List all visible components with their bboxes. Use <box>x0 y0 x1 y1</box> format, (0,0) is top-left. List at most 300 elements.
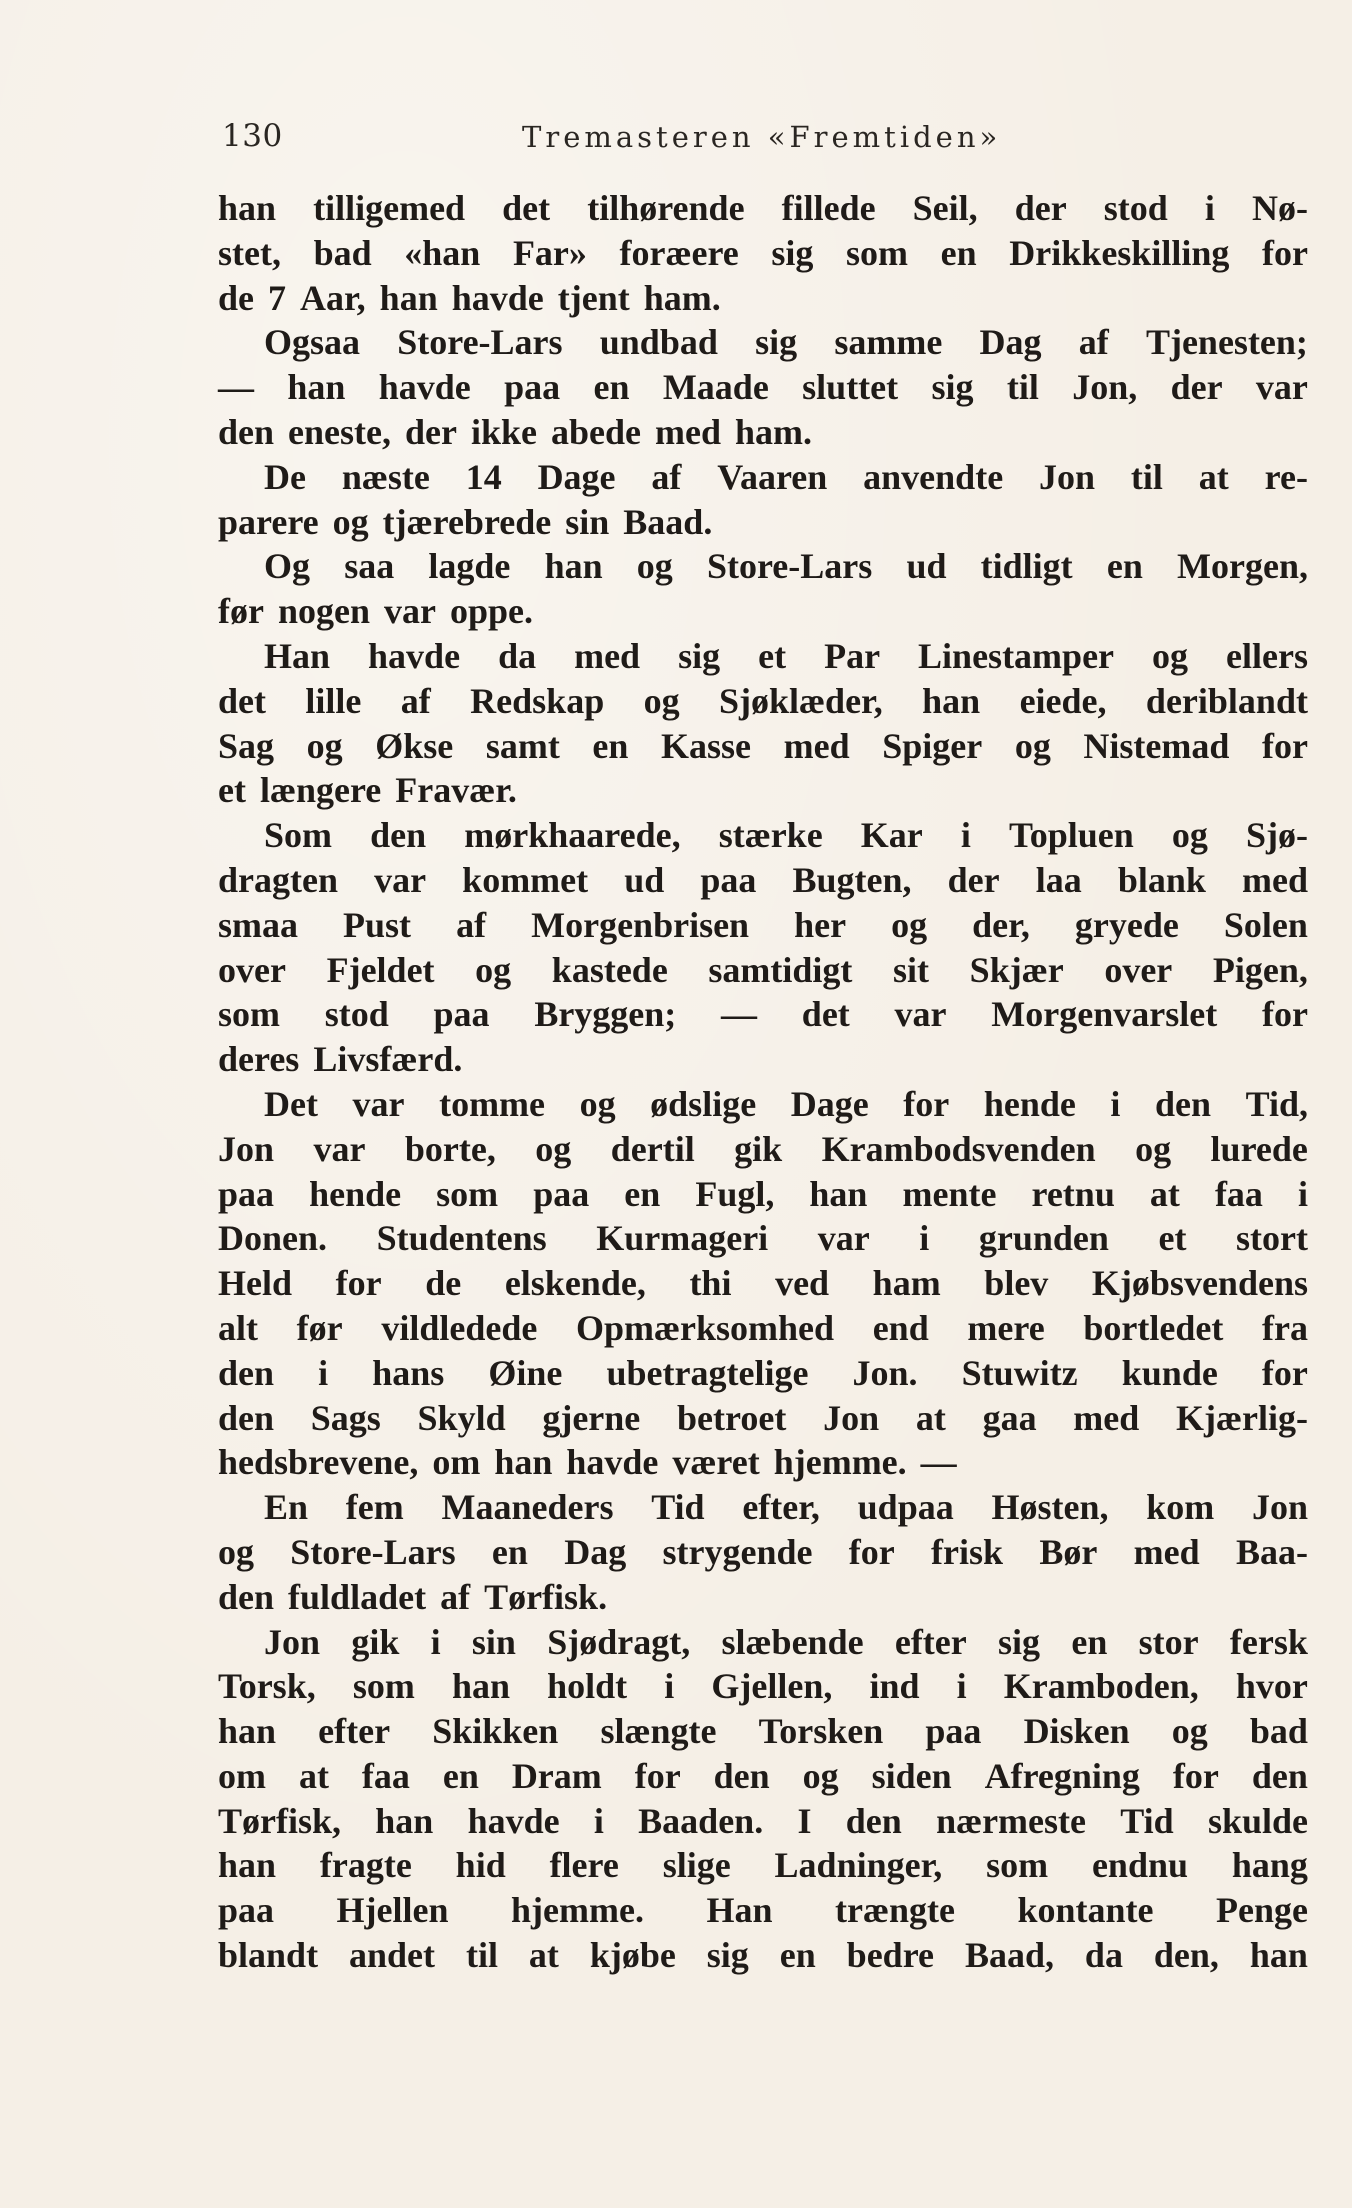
word: paa <box>218 1890 275 1931</box>
word: Tid, <box>1245 1083 1308 1124</box>
word: var <box>1255 367 1308 408</box>
word: Kurmageri <box>596 1218 769 1259</box>
word: for <box>335 1263 382 1304</box>
word: ham. <box>735 411 813 452</box>
word: Gjellen, <box>711 1666 833 1707</box>
word: paa <box>700 859 757 900</box>
word: hvor <box>1235 1666 1308 1707</box>
word: for <box>903 1083 950 1124</box>
word: for <box>634 1755 681 1796</box>
word: var <box>817 1218 870 1259</box>
word: for <box>848 1531 895 1572</box>
word: Aar, <box>300 277 366 318</box>
word: sig <box>706 1935 749 1976</box>
word: kjøbe <box>589 1935 676 1976</box>
word: saa <box>344 546 395 587</box>
text-line <box>218 500 1308 545</box>
text-line <box>218 1037 1308 1082</box>
word: «han <box>404 232 481 273</box>
word: den <box>1251 1755 1308 1796</box>
text-line <box>218 724 1308 769</box>
word: en <box>779 1935 816 1976</box>
text-line <box>218 1396 1308 1441</box>
word: til <box>1130 456 1163 497</box>
word: var <box>352 1083 405 1124</box>
word: kunde <box>1121 1352 1218 1393</box>
word: sluttet <box>802 367 899 408</box>
word: om <box>432 1442 481 1483</box>
word: en <box>592 725 629 766</box>
word: Og <box>264 546 311 587</box>
text-line <box>218 1216 1308 1261</box>
word: gik <box>734 1128 783 1169</box>
word: som <box>436 1173 499 1214</box>
word: Opmærksomhed <box>576 1307 835 1348</box>
word: at <box>1149 1173 1180 1214</box>
word: thi <box>689 1263 732 1304</box>
text-line <box>218 1620 1308 1665</box>
word: med <box>655 411 722 452</box>
word: Baaden. <box>638 1800 764 1841</box>
word: Morgenbrisen <box>531 904 750 945</box>
word: og <box>891 904 928 945</box>
word: lurede <box>1210 1128 1308 1169</box>
word: da <box>498 635 537 676</box>
word: som <box>846 232 909 273</box>
word: han <box>494 1442 553 1483</box>
word: havde <box>368 635 461 676</box>
text-line <box>218 813 1308 858</box>
word: strygende <box>662 1531 813 1572</box>
word: Hjellen <box>336 1890 449 1931</box>
word: Seil, <box>912 188 978 228</box>
word: paa <box>504 367 561 408</box>
word: at <box>298 1755 329 1796</box>
word: Kjærlig- <box>1176 1397 1308 1438</box>
word: Det <box>264 1083 318 1124</box>
word: ikke <box>470 411 538 452</box>
word: Tjenesten; <box>1145 322 1308 363</box>
word: ved <box>775 1263 830 1304</box>
word: Baad, <box>964 1935 1054 1976</box>
word: hjemme. <box>511 1890 644 1931</box>
word: hende <box>309 1173 402 1214</box>
word: Baa- <box>1235 1531 1308 1572</box>
text-line <box>218 1082 1308 1127</box>
word: eneste, <box>288 411 391 452</box>
word: var <box>374 859 427 900</box>
text-line <box>218 679 1308 724</box>
text-line <box>218 1485 1308 1530</box>
word: af <box>456 904 487 945</box>
word: flere <box>549 1845 619 1886</box>
word: Han <box>264 635 331 676</box>
word: der <box>405 411 457 452</box>
word: i <box>664 1666 675 1707</box>
word: Øine <box>488 1352 563 1393</box>
word: et <box>1158 1218 1187 1259</box>
word: Store-Lars <box>706 546 873 587</box>
word: sig <box>755 322 798 363</box>
word: smaa <box>218 904 298 945</box>
word: for <box>1261 1352 1308 1393</box>
text-line <box>218 231 1308 276</box>
word: Bør <box>1039 1531 1098 1572</box>
word: Store-Lars <box>290 1531 456 1572</box>
word: han <box>218 1711 277 1752</box>
word: Krambodsvenden <box>821 1128 1096 1169</box>
word: han <box>809 1173 868 1214</box>
word: efter <box>318 1711 391 1752</box>
word: stod <box>1103 188 1168 228</box>
word: havde <box>566 1442 659 1483</box>
word: ind <box>869 1666 920 1707</box>
word: bad <box>1249 1711 1308 1752</box>
word: Sjø- <box>1246 815 1308 856</box>
word: Store-Lars <box>397 322 563 363</box>
word: nogen <box>277 591 370 632</box>
word: han <box>218 1845 277 1886</box>
text-line <box>218 1530 1308 1575</box>
word: alt <box>218 1307 258 1348</box>
word: bortledet <box>1083 1307 1224 1348</box>
word: han <box>544 546 603 587</box>
word: slæbende <box>721 1621 864 1662</box>
word: Maade <box>662 367 769 408</box>
word: før <box>218 591 264 632</box>
word: samme <box>834 322 943 363</box>
text-line <box>218 948 1308 993</box>
text-line <box>218 1754 1308 1799</box>
word: lille <box>305 680 362 721</box>
word: deres <box>218 1039 300 1080</box>
word: Sjøklæder, <box>719 680 883 721</box>
word: Fugl, <box>695 1173 775 1214</box>
word: Maaneders <box>441 1487 614 1528</box>
word: paa <box>925 1711 982 1752</box>
word: Torsken <box>758 1711 884 1752</box>
word: dertil <box>610 1128 695 1169</box>
text-line <box>218 276 1308 321</box>
word: da <box>1084 1935 1123 1976</box>
word: Drikkeskilling <box>1009 232 1230 273</box>
text-line <box>218 858 1308 903</box>
word: Held <box>218 1263 293 1304</box>
word: Dag <box>979 322 1042 363</box>
word: Tørfisk, <box>218 1800 342 1841</box>
word: et <box>758 635 787 676</box>
text-line <box>218 1888 1308 1933</box>
word: Nø- <box>1251 188 1308 228</box>
word: Sags <box>310 1397 381 1438</box>
word: Dage <box>790 1083 869 1124</box>
text-line <box>218 634 1308 679</box>
word: og <box>1171 815 1208 856</box>
word: Sag <box>218 725 275 766</box>
word: faa <box>1214 1173 1263 1214</box>
word: kom <box>1146 1487 1215 1528</box>
text-line <box>218 589 1308 634</box>
text-line <box>218 1440 1308 1485</box>
word: slige <box>662 1845 731 1886</box>
word: Kjøbsvendens <box>1091 1263 1308 1304</box>
word: foræere <box>619 232 739 273</box>
word: fersk <box>1229 1621 1308 1662</box>
word: og <box>636 546 673 587</box>
word: en <box>940 232 977 273</box>
word: siden <box>871 1755 952 1796</box>
word: kontante <box>1017 1890 1154 1931</box>
word: til <box>1006 367 1039 408</box>
word: 7 <box>268 277 286 318</box>
word: var <box>384 591 436 632</box>
word: eiede, <box>1019 680 1107 721</box>
word: Jon <box>218 1128 275 1169</box>
word: tidligt <box>980 546 1073 587</box>
word: Vaaren <box>717 456 828 497</box>
word: Linestamper <box>918 635 1115 676</box>
word: blandt <box>218 1935 319 1976</box>
word: der, <box>972 904 1030 945</box>
word: sig <box>771 232 814 273</box>
word: mente <box>902 1173 997 1214</box>
word: hedsbrevene, <box>218 1442 419 1483</box>
word: Studentens <box>376 1218 547 1259</box>
word: Høsten, <box>991 1487 1109 1528</box>
word: ham <box>872 1263 941 1304</box>
word: en <box>624 1173 661 1214</box>
word: og <box>1135 1128 1172 1169</box>
word: Skjær <box>969 949 1064 990</box>
word: Penge <box>1215 1890 1308 1931</box>
word: den <box>218 1352 275 1393</box>
word: Redskap <box>470 680 605 721</box>
word: — <box>218 367 254 408</box>
word: fillede <box>781 188 876 228</box>
word: re- <box>1264 456 1308 497</box>
word: og <box>475 949 512 990</box>
text-line <box>218 320 1308 365</box>
text-line <box>218 1933 1308 1978</box>
word: Sjødragt, <box>547 1621 691 1662</box>
word: det <box>502 188 551 228</box>
word: der <box>1014 188 1067 228</box>
word: Far» <box>512 232 587 273</box>
word: vildledede <box>381 1307 538 1348</box>
word: betroet <box>677 1397 787 1438</box>
word: ham. <box>643 277 721 318</box>
word: Baad. <box>623 501 713 542</box>
word: Donen. <box>218 1218 328 1259</box>
word: og <box>1171 1711 1208 1752</box>
word: han <box>379 277 438 318</box>
word: gryede <box>1074 904 1179 945</box>
word: grunden <box>978 1218 1109 1259</box>
word: som <box>986 1845 1049 1886</box>
word: fra <box>1262 1307 1308 1348</box>
text-line <box>218 1261 1308 1306</box>
word: blev <box>984 1263 1049 1304</box>
word: Tid <box>1120 1800 1174 1841</box>
word: De <box>264 456 306 497</box>
word: andet <box>349 1935 436 1976</box>
word: laa <box>1035 859 1082 900</box>
word: paa <box>433 994 490 1035</box>
word: Afregning <box>984 1755 1140 1796</box>
word: et <box>218 770 246 811</box>
word: holdt <box>547 1666 628 1707</box>
word: Jon <box>823 1397 880 1438</box>
word: en <box>1071 1621 1108 1662</box>
word: stærke <box>718 815 823 856</box>
word: han <box>451 1666 510 1707</box>
word: havde <box>467 1800 560 1841</box>
word: end <box>872 1307 929 1348</box>
word: blank <box>1117 859 1206 900</box>
word: i <box>593 1800 604 1841</box>
word: Livsfærd. <box>313 1039 463 1080</box>
word: Han <box>706 1890 773 1931</box>
word: Torsk, <box>218 1666 316 1707</box>
word: sig <box>998 1621 1041 1662</box>
word: sig <box>678 635 721 676</box>
word: fem <box>345 1487 404 1528</box>
word: han <box>375 1800 434 1841</box>
word: Ladninger, <box>774 1845 943 1886</box>
word: tilligemed <box>313 188 466 228</box>
word: og <box>535 1128 572 1169</box>
word: og <box>802 1755 839 1796</box>
word: at <box>915 1397 946 1438</box>
word: Tid <box>651 1487 705 1528</box>
word: hjemme. <box>773 1442 907 1483</box>
word: havde <box>451 277 544 318</box>
text-line <box>218 1709 1308 1754</box>
word: af <box>651 456 682 497</box>
word: Solen <box>1223 904 1308 945</box>
word: Stuwitz <box>961 1352 1078 1393</box>
word: i <box>1297 1173 1308 1214</box>
word: sin <box>565 501 610 542</box>
word: paa <box>218 1173 275 1214</box>
word: var <box>894 994 947 1035</box>
word: skulde <box>1207 1800 1308 1841</box>
word: tjærebrede <box>382 501 552 542</box>
word: og <box>218 1531 254 1572</box>
word: næste <box>341 456 430 497</box>
word: at <box>1198 456 1229 497</box>
word: undbad <box>599 322 718 363</box>
word: bedre <box>846 1935 934 1976</box>
word: den <box>845 1800 902 1841</box>
word: i <box>919 1218 930 1259</box>
word: Jon <box>264 1621 321 1662</box>
word: hang <box>1231 1845 1308 1886</box>
word: deriblandt <box>1145 680 1308 721</box>
word: borte, <box>404 1128 496 1169</box>
word: Spiger <box>882 725 983 766</box>
word: Bryggen; <box>534 994 677 1035</box>
word: trængte <box>835 1890 955 1931</box>
text-line <box>218 186 1308 231</box>
text-line <box>218 1172 1308 1217</box>
word: i <box>318 1352 329 1393</box>
word: Skyld <box>417 1397 506 1438</box>
word: sit <box>893 949 930 990</box>
word: gik <box>351 1621 400 1662</box>
word: af <box>1078 322 1109 363</box>
word: en <box>491 1531 528 1572</box>
word: det <box>801 994 850 1035</box>
word: ødslige <box>650 1083 757 1124</box>
word: han <box>922 680 981 721</box>
word: faa <box>361 1755 410 1796</box>
page-header <box>222 118 1312 168</box>
text-line <box>218 992 1308 1037</box>
word: — <box>920 1442 957 1483</box>
word: tomme <box>439 1083 546 1124</box>
word: den <box>1154 1083 1212 1124</box>
word: som <box>352 1666 415 1707</box>
word: efter <box>894 1621 967 1662</box>
word: stet, <box>218 232 281 273</box>
word: hende <box>983 1083 1076 1124</box>
word: før <box>296 1307 343 1348</box>
word: mørkhaarede, <box>464 815 681 856</box>
word: Jon <box>1039 456 1096 497</box>
word: retnu <box>1031 1173 1115 1214</box>
word: I <box>797 1800 812 1841</box>
text-line <box>218 410 1308 455</box>
word: Jon. <box>852 1352 918 1393</box>
word: Skikken <box>432 1711 559 1752</box>
word: den <box>370 815 427 856</box>
word: tjent <box>557 277 630 318</box>
word: med <box>1133 1531 1200 1572</box>
word: efter, <box>742 1487 820 1528</box>
word: abede <box>551 411 642 452</box>
word: Jon, <box>1072 367 1138 408</box>
word: Nistemad <box>1083 725 1230 766</box>
word: om <box>218 1755 266 1796</box>
word: Pigen, <box>1212 949 1308 990</box>
word: lagde <box>428 546 511 587</box>
word: En <box>264 1487 309 1528</box>
word: han <box>218 188 277 228</box>
word: Fjeldet <box>326 949 435 990</box>
word: at <box>528 1935 559 1976</box>
word: med <box>1241 859 1308 900</box>
word: en <box>593 367 630 408</box>
word: slængte <box>600 1711 717 1752</box>
word: oppe. <box>449 591 534 632</box>
word: han <box>287 367 346 408</box>
word: Som <box>264 815 333 856</box>
word: gaa <box>982 1397 1037 1438</box>
word: Kasse <box>661 725 752 766</box>
word: fuldladet <box>288 1576 427 1617</box>
word: kastede <box>551 949 668 990</box>
word: Pust <box>343 904 412 945</box>
word: elskende, <box>504 1263 646 1304</box>
word: længere <box>259 770 382 811</box>
text-line <box>218 1306 1308 1351</box>
word: og <box>579 1083 616 1124</box>
word: Fravær. <box>395 770 517 811</box>
word: han <box>1249 1935 1308 1976</box>
word: en <box>1106 546 1143 587</box>
word: sin <box>471 1621 516 1662</box>
